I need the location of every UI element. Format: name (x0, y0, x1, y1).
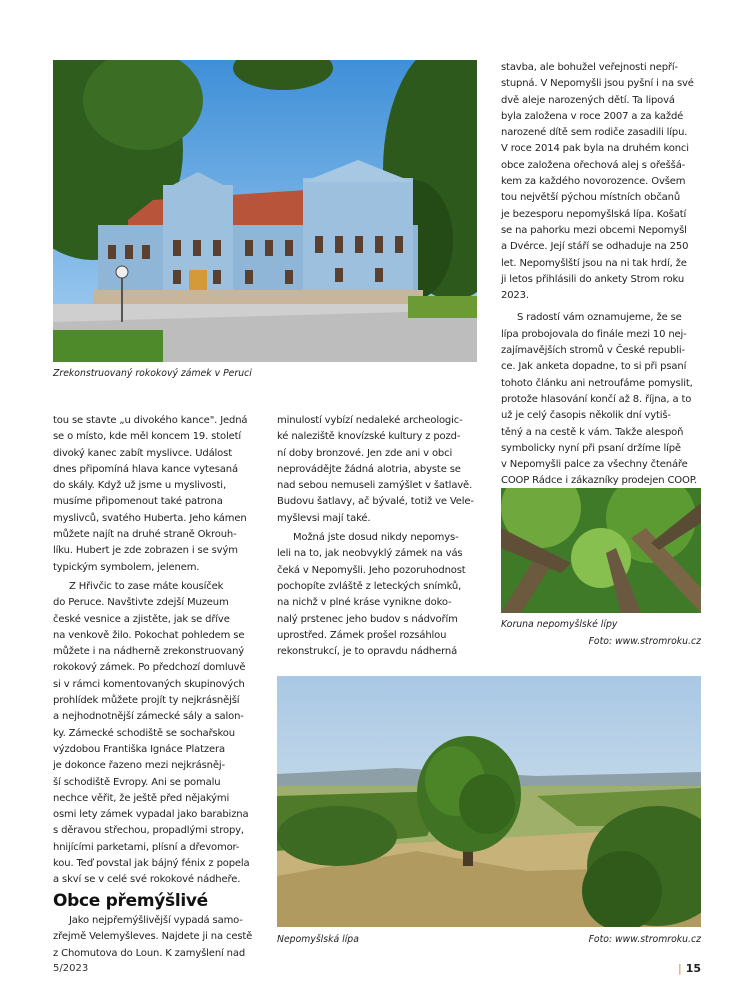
linden-credit: Foto: www.stromroku.cz (588, 934, 701, 945)
crown-caption: Koruna nepomyšlské lípy (501, 619, 618, 630)
right-column-text (501, 60, 706, 490)
left-paragraph-2: Z Hřivčic to zase máte kousíček do Peruce. Navštivte zdejší Muzeum české vesnice a zjistěte, jak se dříve na venkově žilo. Pokochat pohledem se můžete i na nádherně zrekonstruovaný rokokový zámek. Po předchozí domluvě si v rámci komentovaných skupinových prohlídek můžete projít ty nejkrásnější a nejhodnotnější zámecké sály a salon- ky. Zámecké schodiště se sochařskou výzdobou Františka Ignáce Platzera je dokonce řazeno mezi nejkrásněj- ší schodiště Evropy. Ani se pomalu nechce věřit, že ještě před nějakými osmi lety zámek vypadal jako barabizna s děravou střechou, propadlými stropy, hnijícími parketami, plísní a dřevomor- kou. Teď povstal jak bájný fénix z popela a skví se v celé své rokokové nádheře. (53, 580, 250, 886)
castle-caption: Zrekonstruovaný rokokový zámek v Peruci (53, 368, 252, 379)
middle-paragraph-1: minulostí vybízí nedaleké archeologic- ké naleziště knovízské kultury z pozd- ní doby bronzové. Jen zde ani v obci neprovádějte žádná alotria, abyste se nad sebou nemuseli zamýšlet v šatlavě. Budovu šatlavy, ač bývalé, totiž ve Vele- myšlevsi mají také. (277, 415, 474, 524)
linden-tree-illustration (277, 676, 701, 927)
crown-credit: Foto: www.stromroku.cz (588, 636, 701, 647)
right-paragraph-2: S radostí vám oznamujeme, že se lípa probojovala do finále mezi 10 nej- zajímavějších stromů v České republi- ce. Jak anketa dopadne, to si při psaní tohoto článku ani netroufáme pomyslit, protože hlasování končí až 8. října, a to už je celý časopis několik dní vytiš- těný a na cestě k vám. Takže alespoň symbolicky nyní při psaní držíme lípě v Nepomyšli palce za všechny čtenáře COOP Rádce i zákazníky prodejen COOP. (501, 312, 698, 487)
left-paragraph-1: tou se stavte „u divokého kance". Jedná se o místo, kde měl koncem 19. století divoký kanec zabít myslivce. Událost dnes připomíná hlava kance vytesaná do skály. Když už jsme u myslivosti, musíme připomenout také patrona myslivců, svatého Huberta. Jeho kámen můžete najít na druhé straně Okrouh- líku. Hubert je zde zobrazen i se svým typickým symbolem, jelenem. (53, 415, 248, 573)
crown-photo (501, 488, 701, 613)
tree-crown-illustration (501, 488, 701, 613)
left-paragraph-3: Jako nejpřemýšlivější vypadá samo- zřejmě Velemyšleves. Najdete ji na cestě z Chomutova do Loun. K zamyšlení nad (53, 914, 253, 959)
section-heading: Obce přemýšlivé (53, 890, 208, 911)
right-paragraph-1: stavba, ale bohužel veřejnosti nepří- stupná. V Nepomyšli jsou pyšní i na své dvě aleje narozených dětí. Ta lipová byla založena v roce 2007 a za každé narozené dítě sem rodiče zasadili lípu. V roce 2014 pak byla na druhém konci obce založena ořechová alej s ořeššá- kem za každého novorozence. Ovšem tou největší pýchou místních občanů je bezesporu nepomyšlská lípa. Košatí se na pahorku mezi obcemi Nepomyšl a Dvérce. Její stáří se odhaduje na 250 let. Nepomyšlští jsou na ni tak hrdí, že ji letos přihlásili do ankety Strom roku 2023. (501, 62, 694, 302)
castle-illustration (53, 60, 477, 362)
middle-paragraph-2: Možná jste dosud nikdy nepomys- leli na to, jak neobvyklý zámek na vás čeká v Nepomyšli. Jeho pozoruhodnost pochopíte zvláště z leteckých snímků, na nichž v plné kráse vynikne doko- nalý prstenec jeho budov s nádvořím uprostřed. Zámek prošel rozsáhlou rekonstrukcí, je to opravdu nádherná (277, 532, 466, 658)
page-divider: | (677, 962, 682, 975)
left-column-text (53, 413, 258, 962)
castle-photo (53, 60, 477, 362)
linden-caption: Nepomyšlská lípa (277, 934, 359, 945)
page-number-value: 15 (685, 962, 701, 975)
page-number (678, 962, 701, 975)
issue-number: 5/2023 (53, 963, 89, 974)
linden-photo (277, 676, 701, 927)
middle-column-text (277, 413, 482, 660)
